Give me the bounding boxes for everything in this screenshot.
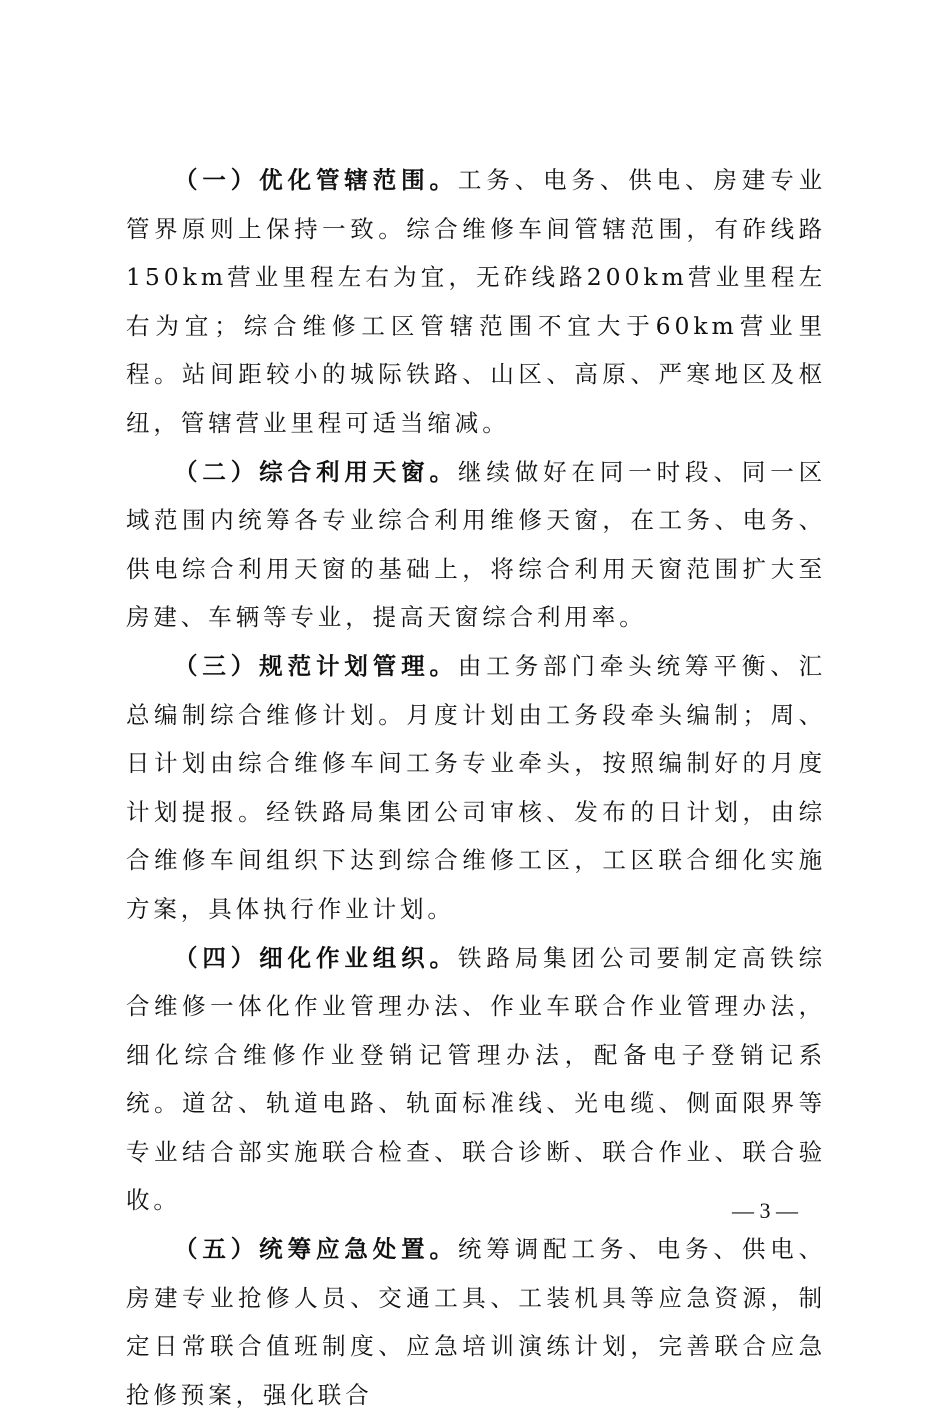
paragraph-5 (126, 1225, 826, 1419)
paragraph-text: 继续做好在同一时段、同一区域范围内统筹各专业综合利用维修天窗，在工务、电务、供电综合利用天窗的基础上，将综合利用天窗范围扩大至房建、车辆等专业，提高天窗综合利用率。 (126, 457, 827, 632)
paragraph-text: 统筹调配工务、电务、供电、房建专业抢修人员、交通工具、工装机具等应急资源，制定日常联合值班制度、应急培训演练计划，完善联合应急抢修预案，强化联合 (126, 1235, 827, 1409)
paragraph-text: 工务、电务、供电、房建专业管界原则上保持一致。综合维修车间管辖范围，有砟线路150km营业里程左右为宜，无砟线路200km营业里程左右为宜；综合维修工区管辖范围不宜大于60km营业里程。站间距较小的城际铁路、山区、高原、严寒地区及枢纽，管辖营业里程可适当缩减。 (126, 166, 827, 437)
paragraph-text: 由工务部门牵头统筹平衡、汇总编制综合维修计划。月度计划由工务段牵头编制；周、日计划由综合维修车间工务专业牵头，按照编制好的月度计划提报。经铁路局集团公司审核、发布的日计划，由综合维修车间组织下达到综合维修工区，工区联合细化实施方案，具体执行作业计划。 (126, 651, 827, 923)
page-number: — 3 — (732, 1198, 798, 1223)
document-body (126, 156, 826, 1419)
paragraph-heading: （四）细化作业组织。 (174, 943, 458, 972)
paragraph-text: 铁路局集团公司要制定高铁综合维修一体化作业管理办法、作业车联合作业管理办法，细化综合维修作业登销记管理办法，配备电子登销记系统。道岔、轨道电路、轨面标准线、光电缆、侧面限界等专业结合部实施联合检查、联合诊断、联合作业、联合验收。 (126, 943, 827, 1215)
paragraph-3 (126, 642, 826, 934)
paragraph-4 (126, 934, 826, 1226)
paragraph-heading: （一）优化管辖范围。 (174, 166, 458, 194)
paragraph-1 (126, 156, 826, 448)
paragraph-2 (126, 448, 826, 642)
paragraph-heading: （五）统筹应急处置。 (174, 1235, 458, 1264)
paragraph-heading: （三）规范计划管理。 (174, 651, 458, 680)
paragraph-heading: （二）综合利用天窗。 (174, 457, 458, 486)
